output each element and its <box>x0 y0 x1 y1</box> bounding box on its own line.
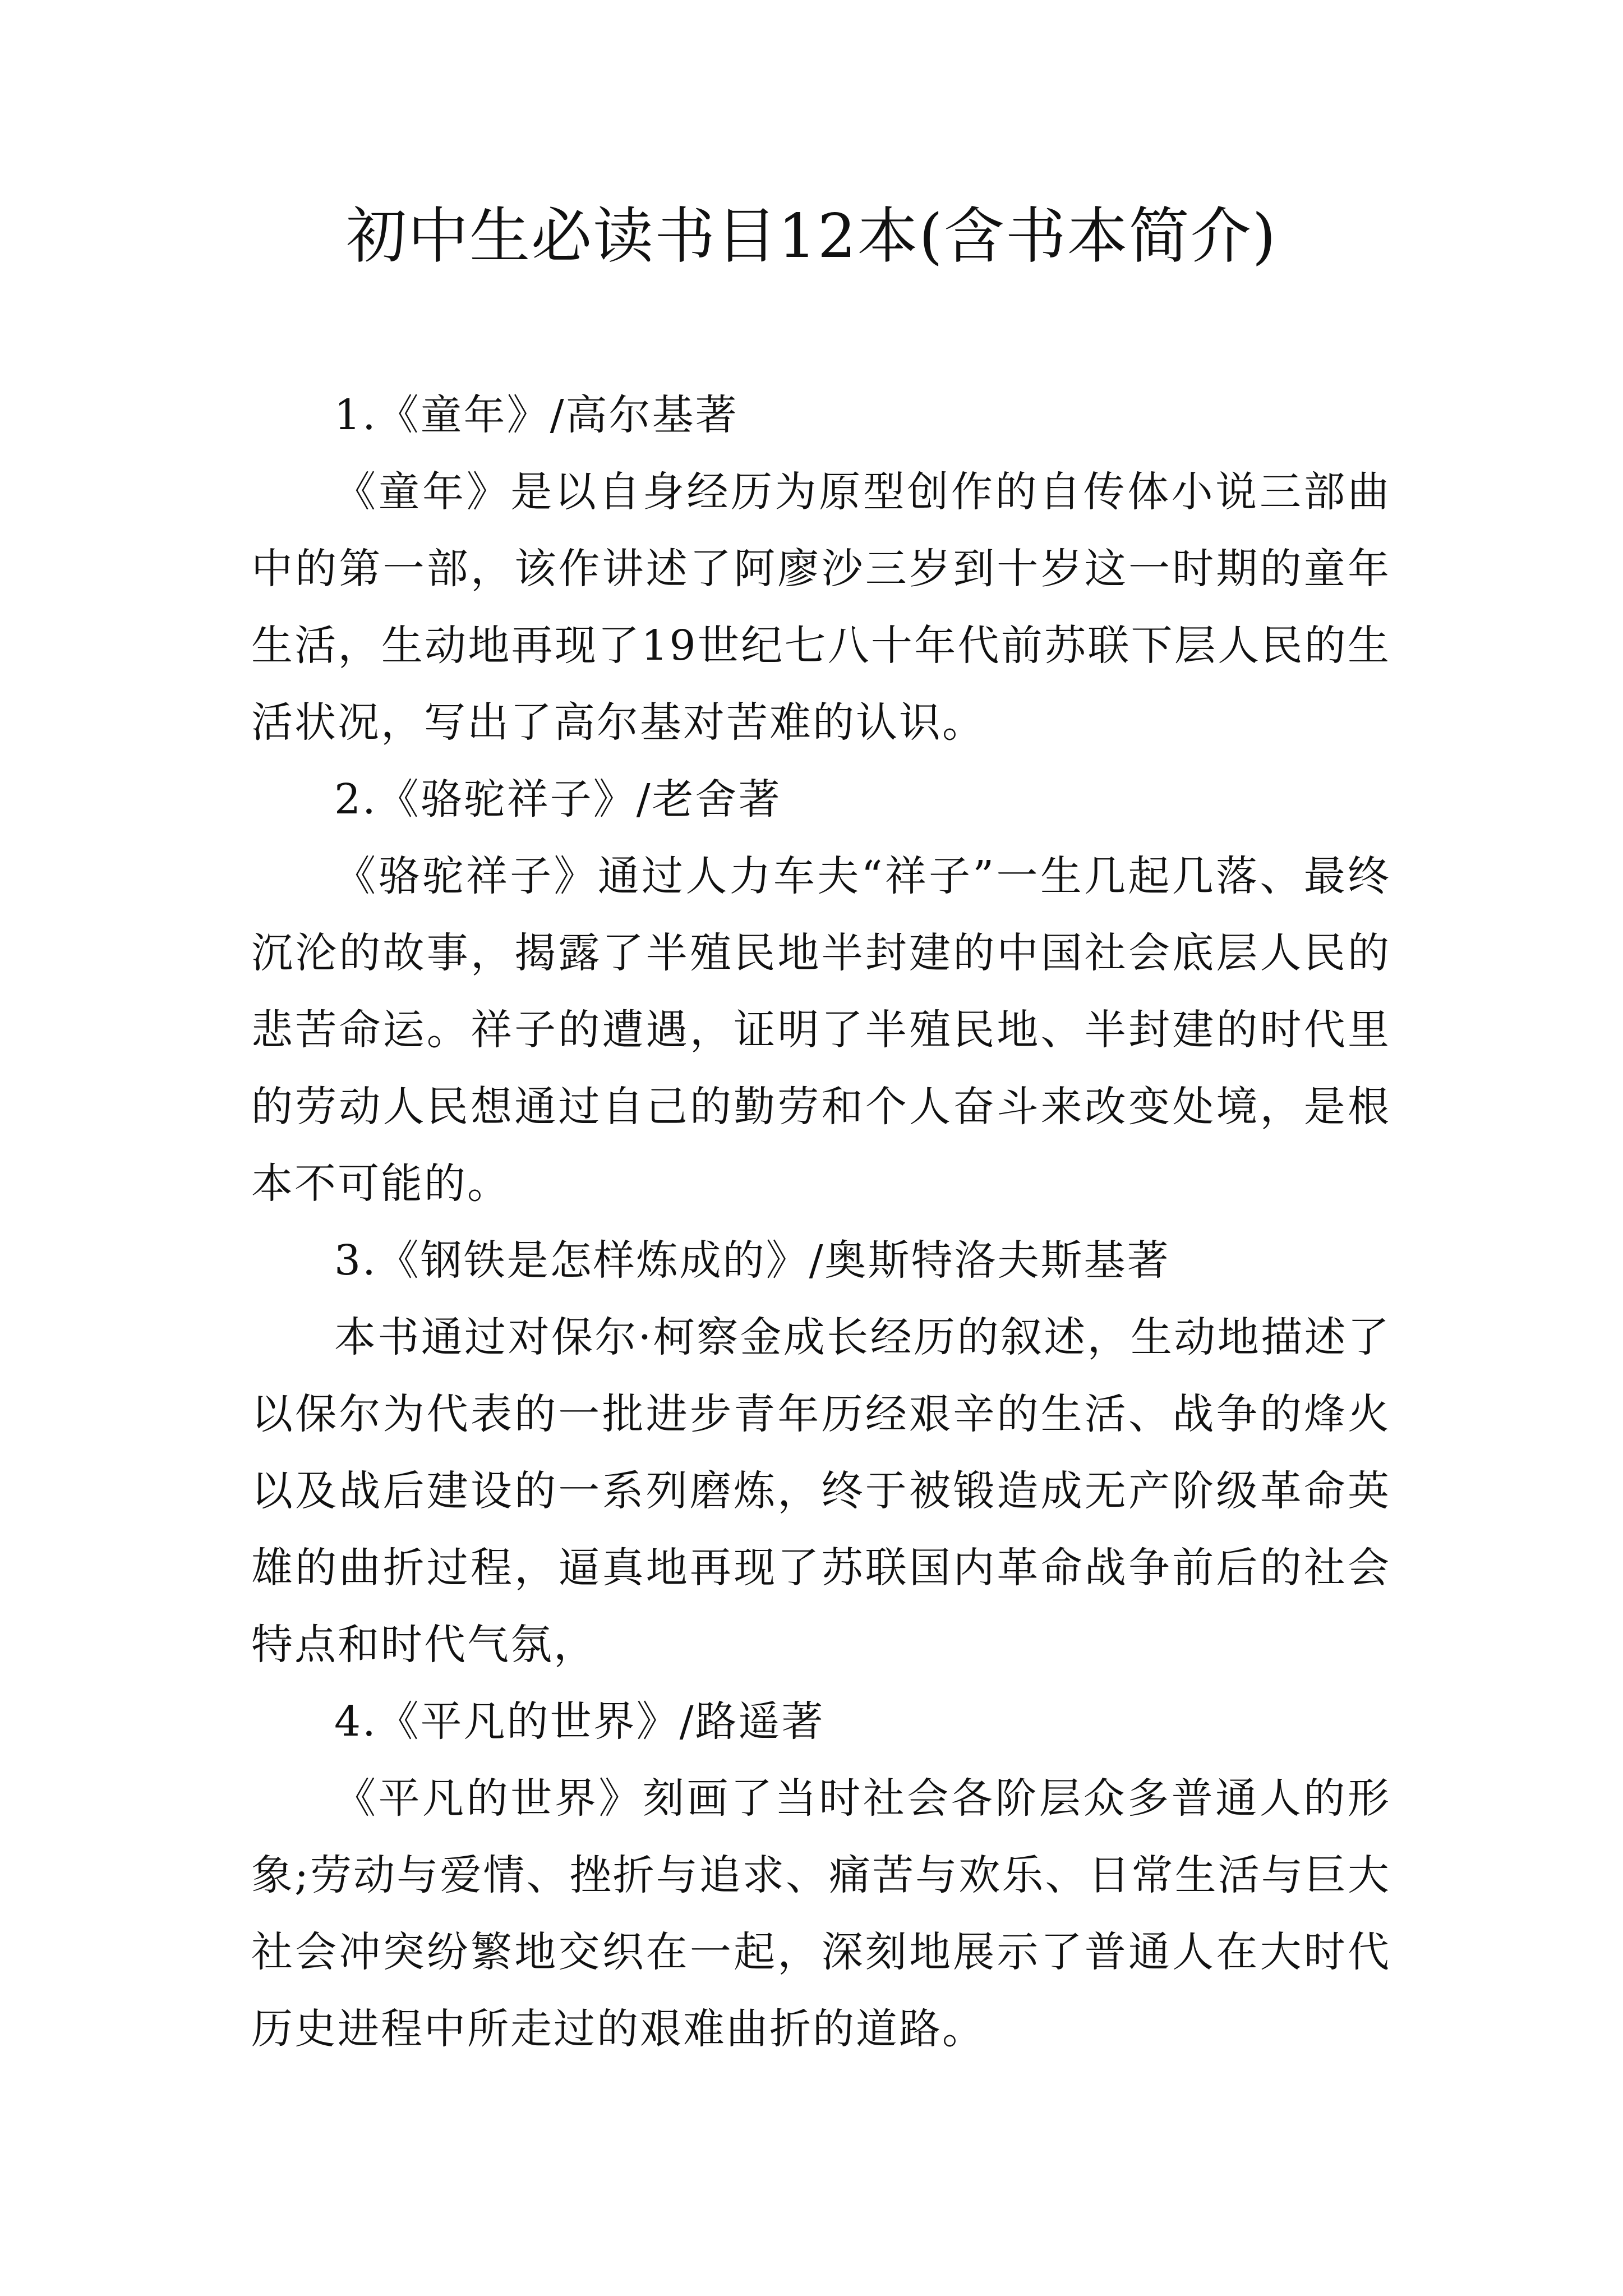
book-entry-steel-tempered <box>251 1222 1391 1683</box>
book-description: 《童年》是以自身经历为原型创作的自传体小说三部曲中的第一部，该作讲述了阿廖沙三岁到十岁这一时期的童年生活，生动地再现了19世纪七八十年代前苏联下层人民的生活状况，写出了高尔基对苦难的认识。 <box>251 468 1391 747</box>
book-description: 本书通过对保尔·柯察金成长经历的叙述，生动地描述了以保尔为代表的一批进步青年历经艰辛的生活、战争的烽火以及战后建设的一系列磨炼，终于被锻造成无产阶级革命英雄的曲折过程，逼真地再现了苏联国内革命战争前后的社会特点和时代气氛， <box>251 1313 1391 1669</box>
book-description: 《平凡的世界》刻画了当时社会各阶层众多普通人的形象;劳动与爱情、挫折与追求、痛苦与欢乐、日常生活与巨大社会冲突纷繁地交织在一起，深刻地展示了普通人在大时代历史进程中所走过的艰难曲折的道路。 <box>251 1774 1391 2053</box>
book-heading: 1.《童年》/高尔基著 <box>334 391 739 439</box>
book-entry-ordinary-world <box>251 1683 1391 2068</box>
book-list <box>251 377 1391 2068</box>
book-heading: 2.《骆驼祥子》/老舍著 <box>334 775 782 823</box>
book-description: 《骆驼祥子》通过人力车夫“祥子”一生几起几落、最终沉沦的故事，揭露了半殖民地半封建的中国社会底层人民的悲苦命运。祥子的遭遇，证明了半殖民地、半封建的时代里的劳动人民想通过自己的勤劳和个人奋斗来改变处境，是根本不可能的。 <box>251 852 1391 1208</box>
document-title: 初中生必读书目12本(含书本简介) <box>346 201 1277 272</box>
book-entry-camel-xiangzi <box>251 761 1391 1222</box>
book-heading: 3.《钢铁是怎样炼成的》/奥斯特洛夫斯基著 <box>334 1236 1170 1285</box>
book-heading: 4.《平凡的世界》/路遥著 <box>334 1697 825 1746</box>
book-entry-childhood <box>251 377 1391 761</box>
